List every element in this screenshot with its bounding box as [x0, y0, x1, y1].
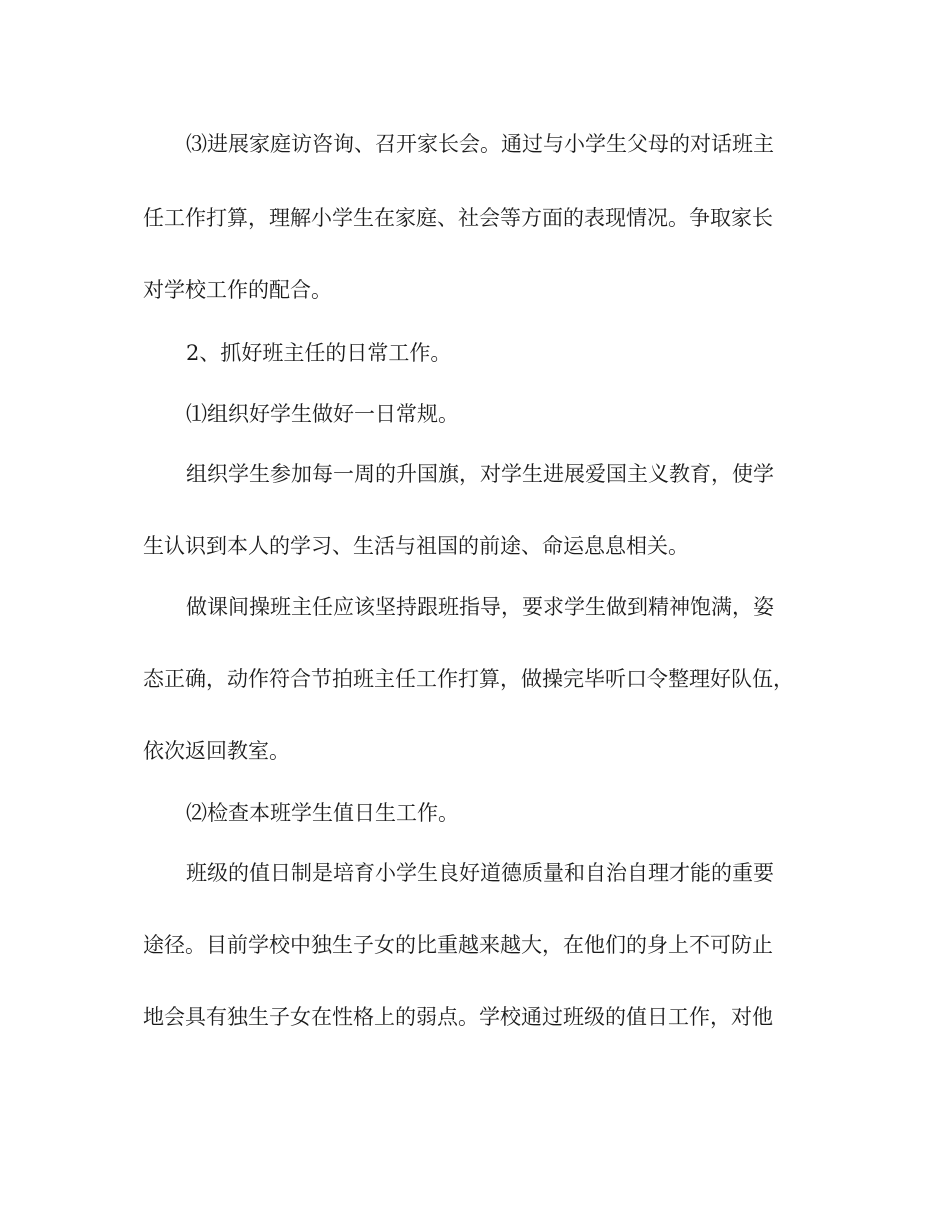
- paragraph-line: 组织学生参加每一周的升国旗，对学生进展爱国主义教育，使学: [186, 462, 774, 486]
- paragraph-line: 任工作打算，理解小学生在家庭、社会等方面的表现情况。争取家长: [143, 206, 773, 230]
- paragraph-line: ⑵检查本班学生值日生工作。: [186, 801, 459, 825]
- paragraph-line: 地会具有独生子女在性格上的弱点。学校通过班级的值日工作，对他: [143, 1005, 773, 1029]
- paragraph-line: 依次返回教室。: [143, 739, 290, 763]
- paragraph-line: ⑶进展家庭访咨询、召开家长会。通过与小学生父母的对话班主: [186, 132, 774, 156]
- paragraph-line: ⑴组织好学生做好一日常规。: [186, 402, 459, 426]
- paragraph-line: 做课间操班主任应该坚持跟班指导，要求学生做到精神饱满，姿: [186, 595, 774, 619]
- paragraph-line: 途径。目前学校中独生子女的比重越来越大，在他们的身上不可防止: [143, 933, 773, 957]
- paragraph-line: 生认识到本人的学习、生活与祖国的前途、命运息息相关。: [143, 534, 689, 558]
- paragraph-line: 班级的值日制是培育小学生良好道德质量和自治自理才能的重要: [186, 861, 774, 885]
- paragraph-line: 2、抓好班主任的日常工作。: [186, 341, 452, 365]
- paragraph-line: 对学校工作的配合。: [143, 278, 332, 302]
- paragraph-line: 态正确，动作符合节拍班主任工作打算，做操完毕听口令整理好队伍，: [143, 667, 794, 691]
